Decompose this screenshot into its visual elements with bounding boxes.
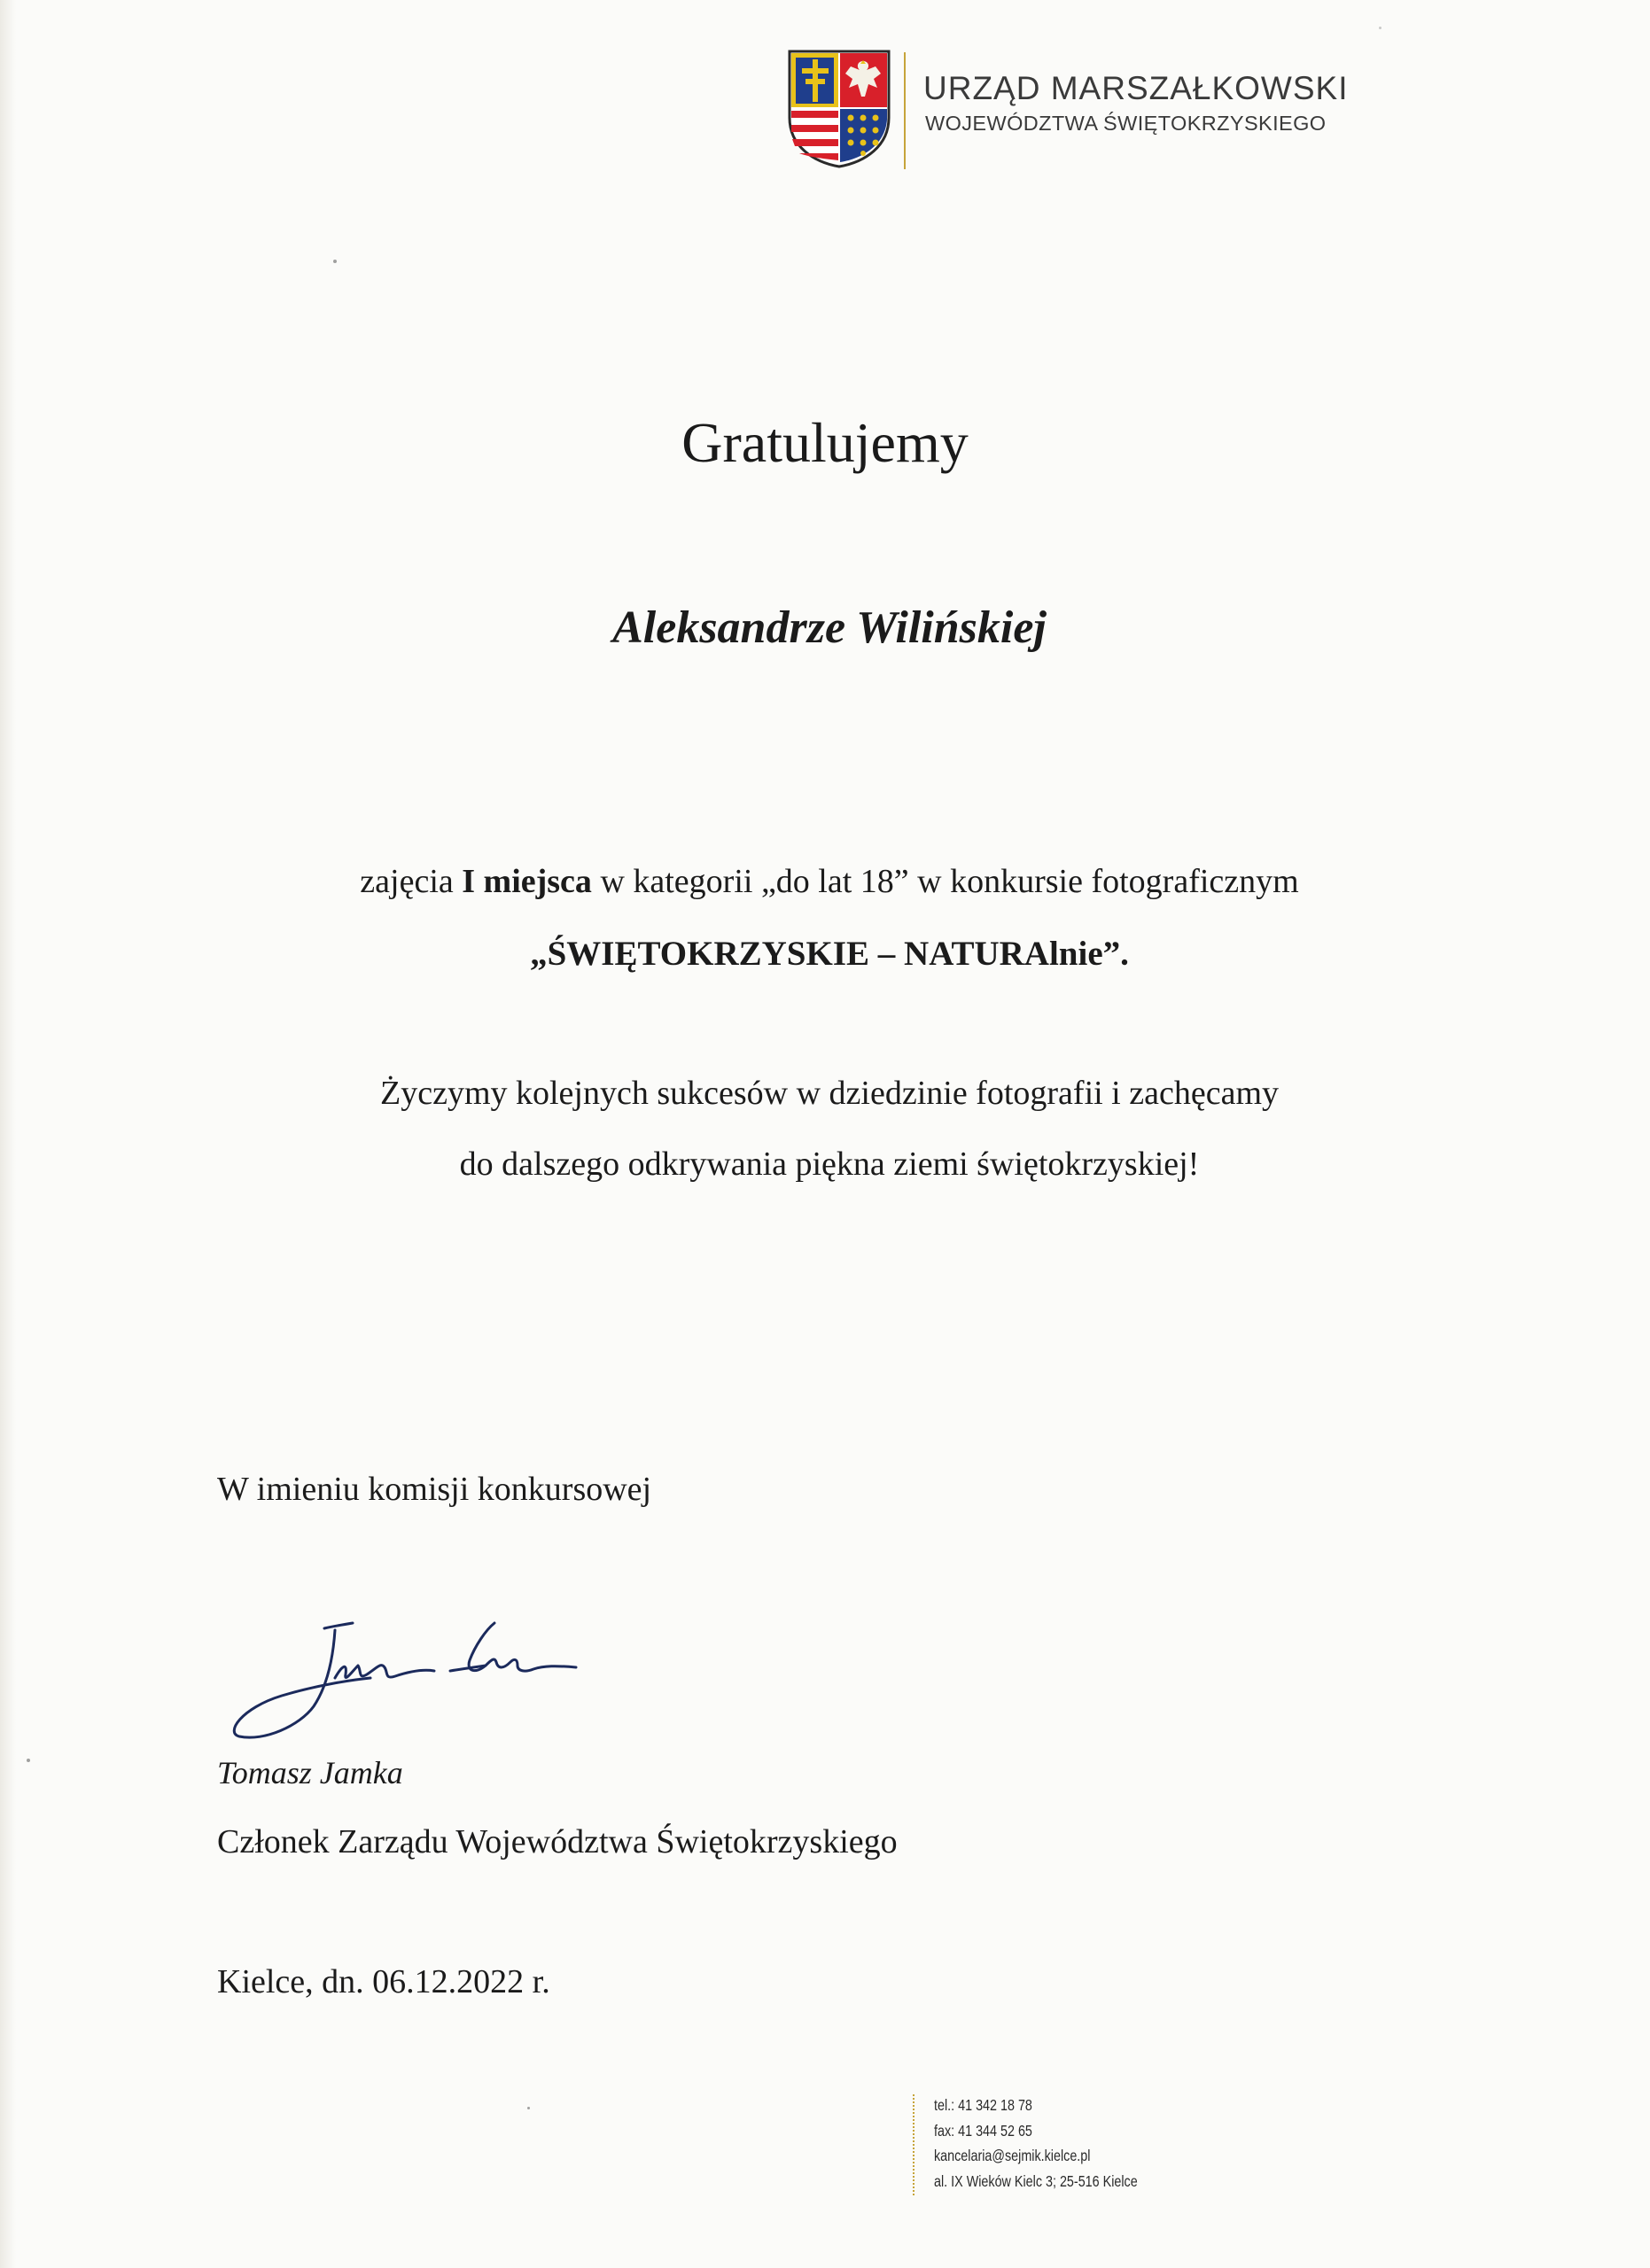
contest-name: „ŚWIĘTOKRZYSKIE – NATURAlnie”. <box>530 935 1129 973</box>
contact-footer <box>913 2093 1267 2199</box>
committee-line: W imieniu komisji konkursowej <box>217 1471 652 1508</box>
org-name: URZĄD MARSZAŁKOWSKI <box>923 70 1349 106</box>
page-edge-shadow <box>0 0 16 2268</box>
page-title: Gratulujemy <box>681 411 969 474</box>
place-date: Kielce, dn. 06.12.2022 r. <box>217 1963 550 2000</box>
handwritten-signature <box>229 1604 601 1745</box>
award-line <box>0 865 1650 898</box>
award-text-before: zajęcia <box>360 863 463 900</box>
footer-tel: tel.: 41 342 18 78 <box>934 2096 1032 2114</box>
scan-speck <box>527 2107 530 2109</box>
org-subname: WOJEWÓDZTWA ŚWIĘTOKRZYSKIEGO <box>925 112 1327 135</box>
scan-speck <box>1379 27 1381 29</box>
footer-divider <box>913 2094 915 2195</box>
footer-address: al. IX Wieków Kielc 3; 25-516 Kielce <box>934 2171 1138 2190</box>
letterhead <box>787 49 1389 173</box>
scan-speck <box>27 1759 30 1762</box>
scan-speck <box>333 260 337 263</box>
footer-email: kancelaria@sejmik.kielce.pl <box>934 2147 1091 2164</box>
award-text-after: w kategorii „do lat 18” w konkursie fotograficznym <box>591 863 1299 900</box>
header-divider <box>904 52 906 169</box>
wish-line-2: do dalszego odkrywania piękna ziemi świętokrzyskiej! <box>459 1146 1200 1183</box>
wish-line-1: Życzymy kolejnych sukcesów w dziedzinie fotografii i zachęcamy <box>380 1075 1279 1112</box>
signer-role: Członek Zarządu Województwa Świętokrzyskiego <box>217 1823 898 1860</box>
recipient-name: Aleksandrze Wilińskiej <box>612 602 1047 653</box>
footer-fax: fax: 41 344 52 65 <box>934 2121 1032 2140</box>
award-place: I miejsca <box>462 863 592 900</box>
signer-name: Tomasz Jamka <box>217 1755 403 1790</box>
coat-of-arms-icon <box>787 49 891 169</box>
